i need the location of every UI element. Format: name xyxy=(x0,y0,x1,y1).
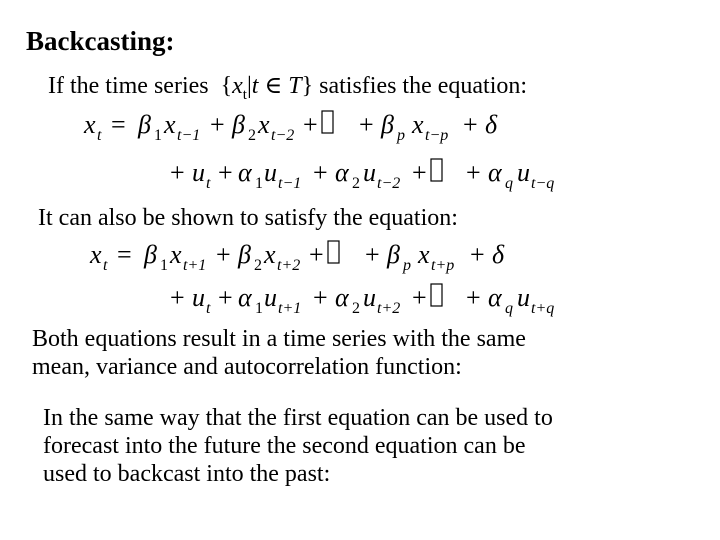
element-of-symbol: ∈ xyxy=(264,73,283,99)
fwd-alpha-2-sub: 2 xyxy=(352,175,360,192)
both-line-1: Both equations result in a time series with the same xyxy=(32,326,526,352)
bwd-x-1-sub: t+1 xyxy=(183,257,207,274)
fwd-x-2: x xyxy=(258,110,270,139)
fwd-u-t: u xyxy=(192,158,205,187)
bwd-delta: δ xyxy=(492,240,505,269)
fwd-lhs-x: x xyxy=(84,110,96,139)
fwd-x-p: x xyxy=(412,110,424,139)
bwd-u-q-sub: t+q xyxy=(531,300,555,317)
bwd-plus-9: + xyxy=(466,283,481,312)
bwd-plus-4: + xyxy=(470,240,485,269)
fwd-beta-p-sub: p xyxy=(397,127,405,144)
fwd-equals: = xyxy=(111,110,126,139)
bwd-plus-8: + xyxy=(412,283,427,312)
bwd-ellipsis-box-1 xyxy=(328,241,339,263)
set-close-brace: } xyxy=(301,73,314,99)
bwd-plus-1: + xyxy=(216,240,231,269)
fwd-delta: δ xyxy=(485,110,498,139)
bwd-alpha-q-sub: q xyxy=(505,300,513,317)
set-x: x xyxy=(232,73,243,99)
bwd-equals: = xyxy=(117,240,132,269)
intro-prefix: If the time series xyxy=(48,73,209,99)
bwd-plus-2: + xyxy=(309,240,324,269)
bwd-x-2: x xyxy=(264,240,276,269)
bwd-alpha-q: α xyxy=(488,283,502,312)
fwd-ellipsis-box-2 xyxy=(431,159,442,181)
bwd-lhs-x: x xyxy=(90,240,102,269)
forward-equation-line-2 xyxy=(170,158,554,192)
fwd-plus-6: + xyxy=(218,158,233,187)
bwd-u-1-sub: t+1 xyxy=(278,300,302,317)
bwd-plus-6: + xyxy=(218,283,233,312)
fwd-plus-3: + xyxy=(359,110,374,139)
fwd-x-p-sub: t−p xyxy=(425,127,449,144)
fwd-alpha-q-sub: q xyxy=(505,175,513,192)
bwd-alpha-1: α xyxy=(238,283,252,312)
intro-suffix: satisfies the equation: xyxy=(319,73,528,99)
bwd-lhs-sub: t xyxy=(103,257,108,274)
both-line-2: mean, variance and autocorrelation function: xyxy=(32,354,462,380)
fwd-alpha-1: α xyxy=(238,158,252,187)
bwd-x-p: x xyxy=(418,240,430,269)
fwd-alpha-1-sub: 1 xyxy=(255,175,263,192)
bwd-alpha-1-sub: 1 xyxy=(255,300,263,317)
bwd-alpha-2: α xyxy=(335,283,349,312)
set-t: t xyxy=(251,73,259,99)
same-line-3: used to backcast into the past: xyxy=(43,461,331,487)
fwd-plus-4: + xyxy=(463,110,478,139)
bwd-plus-7: + xyxy=(313,283,328,312)
fwd-plus-2: + xyxy=(303,110,318,139)
bwd-x-1: x xyxy=(170,240,182,269)
fwd-beta-1-sub: 1 xyxy=(154,127,162,144)
fwd-u-q-sub: t−q xyxy=(531,175,555,192)
fwd-ellipsis-box-1 xyxy=(322,111,333,133)
bwd-u-2: u xyxy=(363,283,376,312)
bwd-beta-1: β xyxy=(144,240,157,269)
set-open-brace: { xyxy=(220,73,233,99)
fwd-plus-9: + xyxy=(466,158,481,187)
forward-equation-line-1 xyxy=(83,110,498,144)
fwd-u-q: u xyxy=(517,158,530,187)
bwd-beta-1-sub: 1 xyxy=(160,257,168,274)
fwd-alpha-2: α xyxy=(335,158,349,187)
fwd-alpha-q: α xyxy=(488,158,502,187)
fwd-beta-2: β xyxy=(232,110,245,139)
bwd-beta-p: β xyxy=(387,240,400,269)
fwd-u-t-sub: t xyxy=(206,175,211,192)
set-x-sub: t xyxy=(242,86,247,103)
bwd-beta-p-sub: p xyxy=(403,257,411,274)
fwd-x-1-sub: t−1 xyxy=(177,127,201,144)
bwd-plus-5: + xyxy=(170,283,185,312)
fwd-plus-1: + xyxy=(210,110,225,139)
bwd-u-1: u xyxy=(264,283,277,312)
bwd-u-2-sub: t+2 xyxy=(377,300,401,317)
bwd-plus-3: + xyxy=(365,240,380,269)
fwd-plus-5: + xyxy=(170,158,185,187)
bwd-ellipsis-box-2 xyxy=(431,284,442,306)
bwd-u-t-sub: t xyxy=(206,300,211,317)
fwd-u-2: u xyxy=(363,158,376,187)
fwd-u-2-sub: t−2 xyxy=(377,175,401,192)
second-intro: It can also be shown to satisfy the equation: xyxy=(38,205,458,231)
fwd-u-1-sub: t−1 xyxy=(278,175,302,192)
bwd-x-2-sub: t+2 xyxy=(277,257,301,274)
set-T: T xyxy=(288,73,302,99)
slide-title: Backcasting: xyxy=(26,26,175,56)
bwd-beta-2-sub: 2 xyxy=(254,257,262,274)
fwd-x-2-sub: t−2 xyxy=(271,127,295,144)
fwd-lhs-sub: t xyxy=(97,127,102,144)
set-bar: | xyxy=(246,73,252,99)
bwd-u-q: u xyxy=(517,283,530,312)
same-line-1: In the same way that the first equation can be used to xyxy=(43,405,553,431)
fwd-u-1: u xyxy=(264,158,277,187)
fwd-beta-1: β xyxy=(138,110,151,139)
bwd-alpha-2-sub: 2 xyxy=(352,300,360,317)
fwd-plus-7: + xyxy=(313,158,328,187)
same-line-2: forecast into the future the second equation can be xyxy=(43,433,526,459)
backward-equation-line-2 xyxy=(170,283,554,317)
bwd-beta-2: β xyxy=(238,240,251,269)
bwd-u-t: u xyxy=(192,283,205,312)
fwd-plus-8: + xyxy=(412,158,427,187)
fwd-beta-p: β xyxy=(381,110,394,139)
bwd-x-p-sub: t+p xyxy=(431,257,455,274)
backward-equation-line-1 xyxy=(89,240,505,274)
fwd-beta-2-sub: 2 xyxy=(248,127,256,144)
fwd-x-1: x xyxy=(164,110,176,139)
